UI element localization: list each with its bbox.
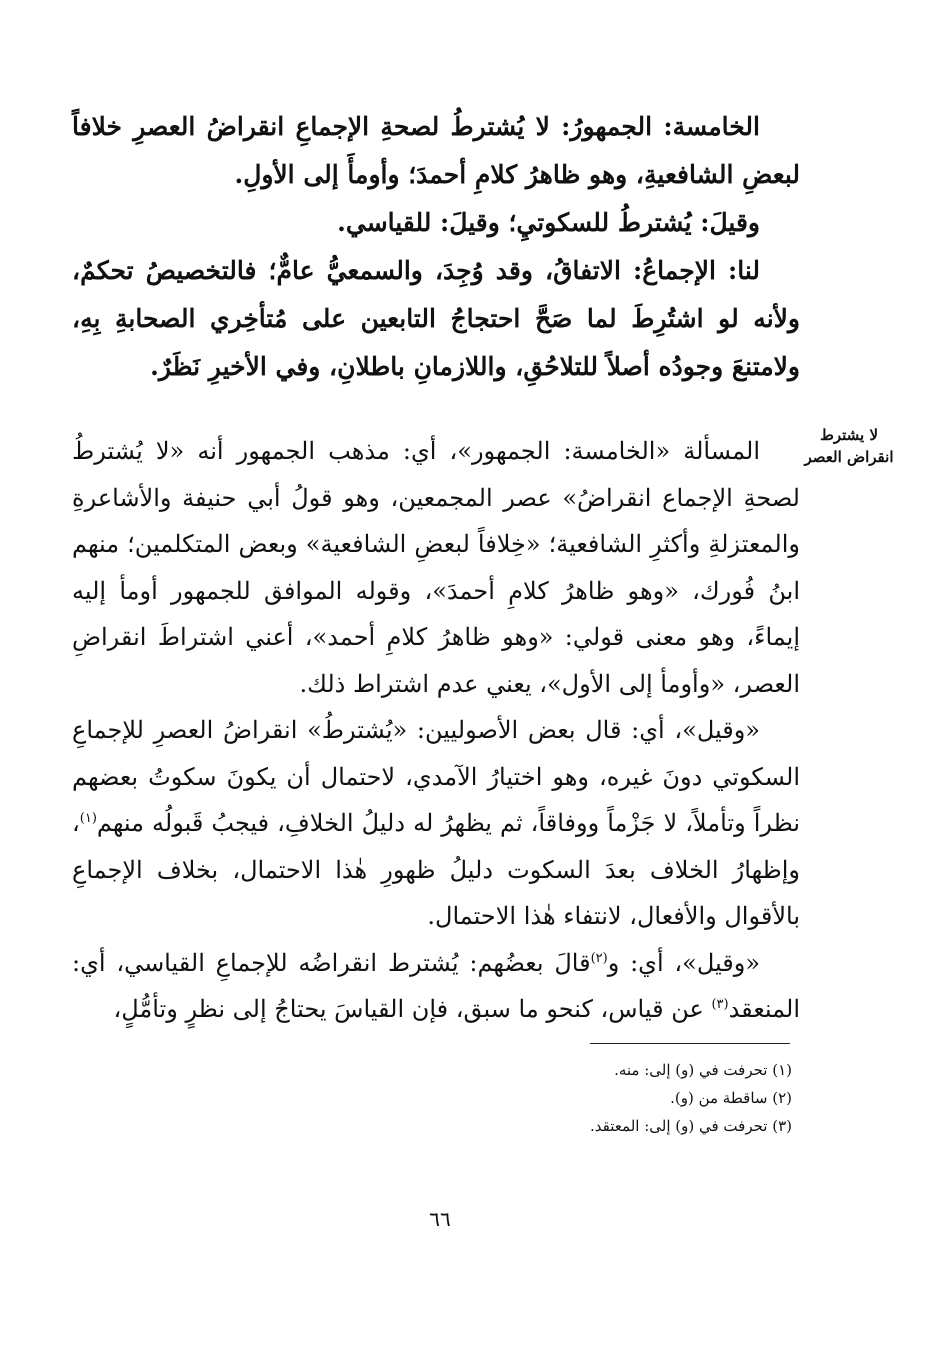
commentary-paragraph-3-text-a: «وقيل»، أي: و <box>607 948 761 977</box>
commentary-paragraph-3-text-c: عن قياس، كنحو ما سبق، فإن القياسَ يحتاجُ إلى نظرٍ وتأمُّلٍ، <box>113 995 712 1023</box>
footnote-ref-3: (٣) <box>711 997 729 1012</box>
margin-heading-line-2: انقراض العصر <box>804 448 894 466</box>
footnote-2: (٢) ساقطة من (و). <box>670 1089 792 1107</box>
matn-paragraph-3: لنا: الإجماعُ: الاتفاقُ، وقد وُجِدَ، والسمعيُّ عامٌّ؛ فالتخصيصُ تحكمٌ، ولأنه لو اشتُرِطَ لما صَحَّ احتجاجُ التابعين على مُتأخِري الصحابةِ بِهِ، ولامتنعَ وجودُه أصلاً للتلاحُقِ، واللازمانِ باطلانِ، وفي الأخيرِ نَظَرٌ. <box>72 256 800 381</box>
footnotes <box>400 1056 792 1140</box>
commentary-paragraph-2 <box>72 707 800 940</box>
commentary-paragraph-2-text-b: ، وإظهارُ الخلاف بعدَ السكوت دليلُ ظهورِ هٰذا الاحتمال، بخلاف الإجماعِ بالأقوال والأفعال، لانتفاء هٰذا الاحتمال. <box>72 809 800 930</box>
page-number: ٦٦ <box>429 1207 451 1231</box>
matn-paragraph-1: الخامسة: الجمهورُ: لا يُشترطُ لصحةِ الإجماعِ انقراضُ العصرِ خلافاً لبعضِ الشافعيةِ، وهو ظاهرُ كلامِ أحمدَ؛ وأومأَ إلى الأولِ. <box>72 112 800 189</box>
footnote-ref-1: (١) <box>79 811 97 826</box>
footnote-3: (٣) تحرفت في (و) إلى: المعتقد. <box>590 1117 792 1135</box>
commentary-paragraph-3 <box>72 940 800 1033</box>
margin-heading <box>790 424 908 468</box>
commentary-paragraph-1: المسألة «الخامسة: الجمهور»، أي: مذهب الجمهور أنه «لا يُشترطُ لصحةِ الإجماع انقراضُ» عصر المجمعين، وهو قولُ أبي حنيفة والأشاعرةِ والمعتزلةِ وأكثرِ الشافعية؛ «خِلافاً لبعضِ الشافعية» وبعض المتكلمين؛ منهم ابنُ فُورك، «وهو ظاهرُ كلامِ أحمدَ»، وقوله الموافق للجمهور أومأ إليه إيماءً، وهو معنى قولي: «وهو ظاهرُ كلامِ أحمد»، أعني اشتراطَ انقراضِ العصر، «وأومأ إلى الأول»، يعني عدم اشتراط ذلك. <box>72 437 800 698</box>
footnote-1: (١) تحرفت في (و) إلى: منه. <box>614 1061 792 1079</box>
commentary-paragraph-2-text-a: «وقيل»، أي: قال بعض الأصوليين: «يُشترطُ» انقراضُ العصرِ للإجماعِ السكوتي دونَ غيره، وهو اختيارُ الآمدي، لاحتمال أن يكونَ سكوتُ بعضهم نظراً وتأملاً، لا جَزْماً ووفاقاً، ثم يظهرُ له دليلُ الخلافِ، فيجبُ قَبولُه منهم <box>72 716 800 837</box>
margin-heading-line-1: لا يشترط <box>819 426 878 444</box>
commentary-text-block <box>72 428 800 1033</box>
footnote-separator <box>590 1043 790 1044</box>
commentary-paragraph-3-text-b: قالَ بعضُهم: يُشترط انقراضُه للإجماعِ القياسي، أي: المنعقد <box>72 948 800 1023</box>
footnote-ref-2: (٢) <box>590 950 608 966</box>
matn-text-block <box>72 103 800 391</box>
matn-paragraph-2: وقيلَ: يُشترطُ للسكوتيِ؛ وقيلَ: للقياسي. <box>337 208 760 237</box>
